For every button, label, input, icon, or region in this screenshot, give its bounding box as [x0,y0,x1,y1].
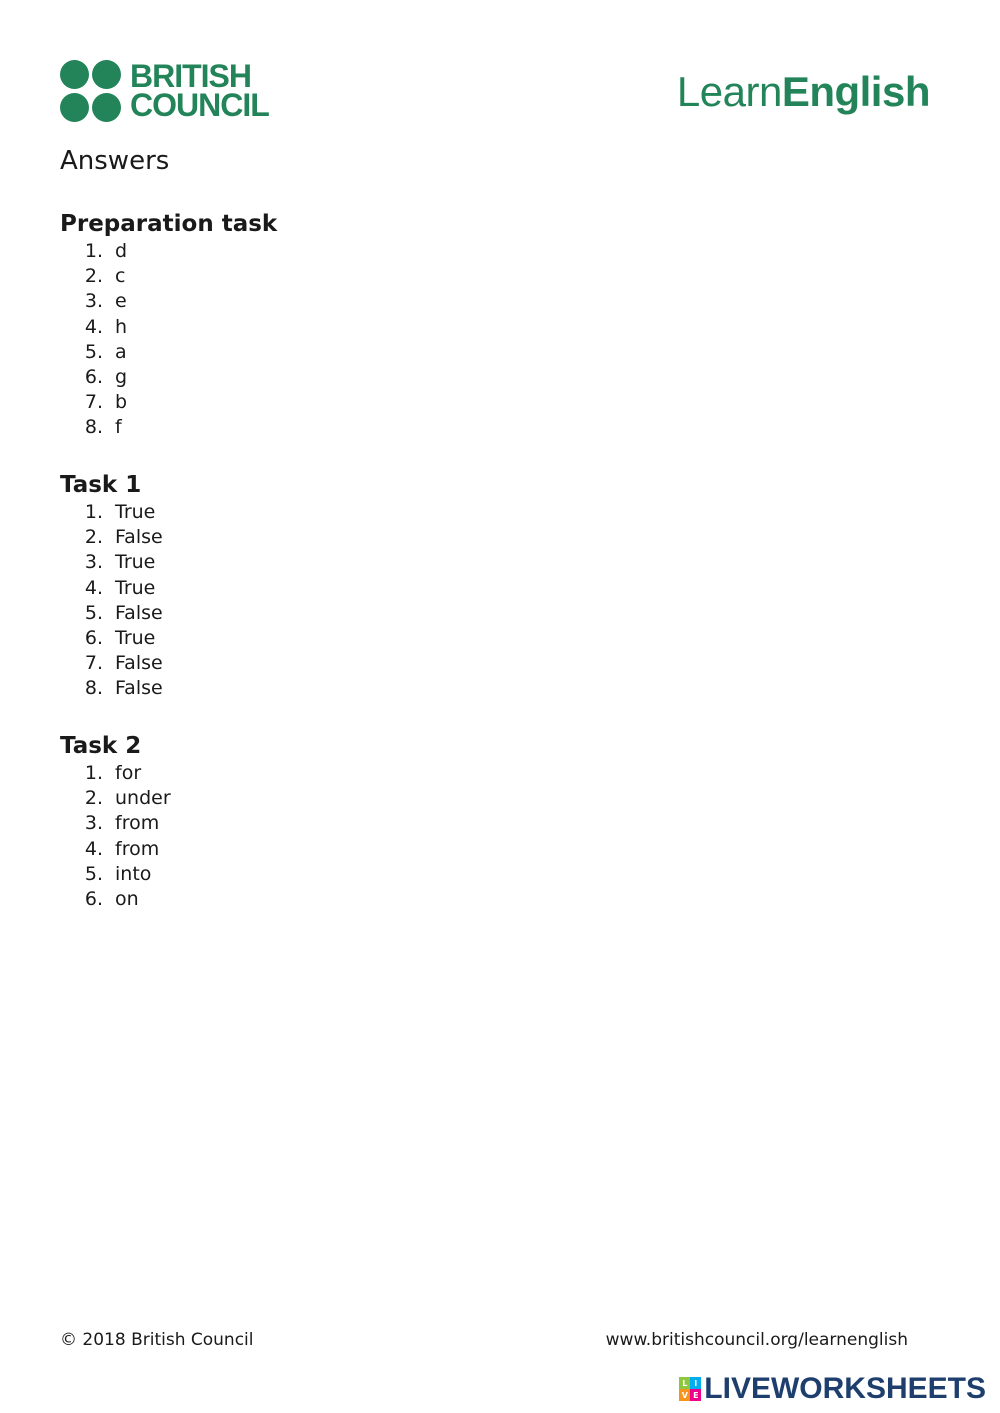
answer-item [60,761,171,786]
answer-item [60,786,171,811]
answer-item [60,862,171,887]
british-council-dots-icon [60,60,122,122]
answer-number: 6. [84,365,103,388]
answer-text: False [115,526,163,549]
footer-copyright: © 2018 British Council [60,1330,254,1350]
footer-url[interactable]: www.britishcouncil.org/learnenglish [605,1330,908,1350]
answer-list [60,761,171,912]
answer-text: from [115,812,160,835]
answer-item [60,676,163,701]
answer-number: 7. [84,391,103,414]
lw-icon-letter: E [690,1389,701,1401]
answer-item [60,289,277,314]
lw-icon-letter: I [690,1377,701,1389]
answer-item [60,601,163,626]
answer-item [60,390,277,415]
answer-number: 8. [84,416,103,439]
answer-text: on [115,887,139,910]
answer-number: 5. [84,862,103,885]
answer-text: f [115,416,122,439]
answer-text: under [115,787,171,810]
answer-item [60,626,163,651]
answer-text: h [115,315,128,338]
section-task-2 [60,731,171,912]
lw-icon-letter: L [679,1377,690,1389]
answer-text: False [115,677,163,700]
answer-text: False [115,652,163,675]
answer-text: b [115,391,128,414]
answer-item [60,837,171,862]
answer-item [60,239,277,264]
answer-number: 3. [84,812,103,835]
answer-item [60,340,277,365]
answer-item [60,550,163,575]
answer-text: True [115,501,156,523]
answer-number: 3. [84,551,103,574]
answer-number: 4. [84,315,103,338]
answer-list [60,239,277,441]
section-heading: Task 2 [60,733,142,759]
answer-number: 7. [84,652,103,675]
answer-item [60,525,163,550]
answer-number: 4. [84,576,103,599]
answer-text: e [115,290,127,313]
answer-item [60,415,277,440]
answer-number: 2. [84,787,103,810]
liveworksheets-text: LIVEWORKSHEETS [704,1372,986,1405]
answer-number: 5. [84,340,103,363]
section-heading: Preparation task [60,211,278,237]
answer-item [60,651,163,676]
learnenglish-logo-bold: English [781,68,930,115]
answer-item [60,576,163,601]
answer-item [60,500,163,525]
bc-logo-line1: BRITISH [130,58,251,94]
answer-number: 1. [84,240,103,262]
page-title: Answers [60,146,170,176]
answer-number: 3. [84,290,103,313]
learnenglish-logo-light: Learn [676,68,782,115]
answer-item [60,315,277,340]
answer-text: a [115,340,127,363]
answer-text: True [115,551,156,574]
answer-text: True [115,576,156,599]
answer-text: True [115,626,156,649]
answer-number: 6. [84,626,103,649]
section-preparation-task [60,209,277,441]
learnenglish-logo [677,68,930,116]
answer-text: into [115,862,152,885]
answer-item [60,365,277,390]
answer-item [60,264,277,289]
section-heading: Task 1 [60,472,142,498]
answer-text: g [115,365,128,388]
answer-item [60,811,171,836]
answer-text: from [115,837,160,860]
answer-number: 1. [84,762,103,784]
liveworksheets-icon [679,1377,701,1401]
answer-item [60,887,171,912]
answer-number: 5. [84,601,103,624]
liveworksheets-logo[interactable] [679,1372,986,1406]
answer-text: for [115,762,142,784]
bc-logo-line2: COUNCIL [130,87,269,123]
british-council-wordmark [130,58,269,123]
answer-number: 1. [84,501,103,523]
answer-number: 8. [84,677,103,700]
british-council-logo [60,60,269,122]
lw-icon-letter: V [679,1389,690,1401]
section-task-1 [60,470,163,702]
answer-text: c [115,265,126,288]
answer-list [60,500,163,702]
answer-number: 4. [84,837,103,860]
answer-number: 6. [84,887,103,910]
answer-number: 2. [84,526,103,549]
answer-text: False [115,601,163,624]
answer-text: d [115,240,128,262]
answer-number: 2. [84,265,103,288]
